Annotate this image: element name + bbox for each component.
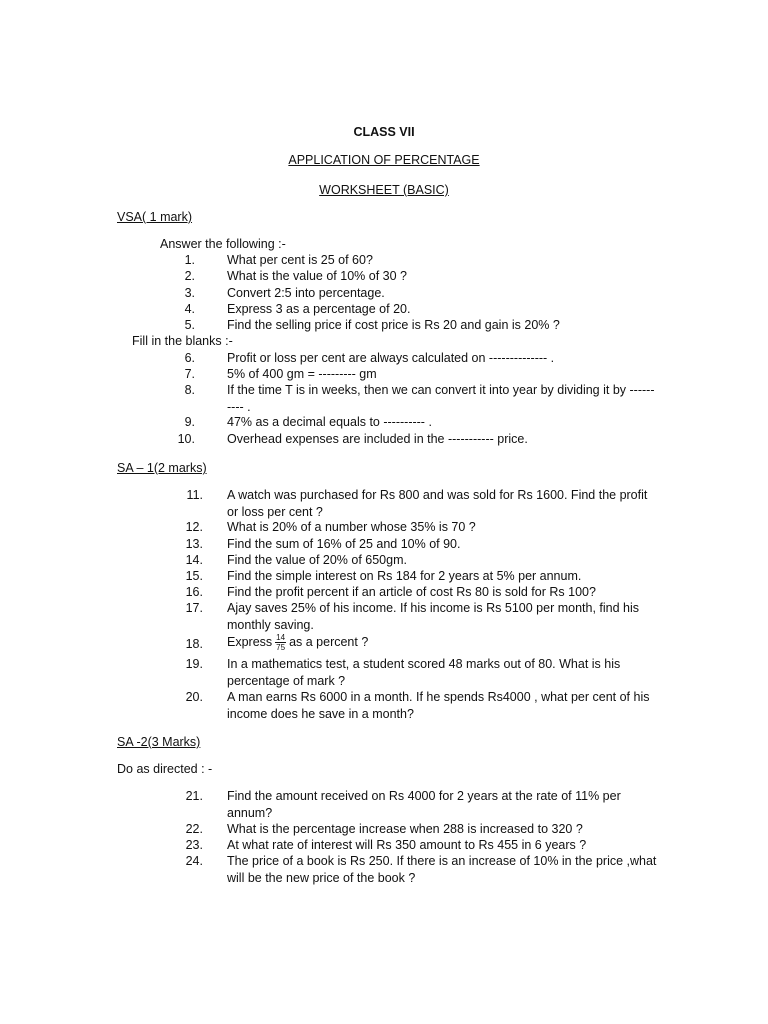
item-number: 24. [185, 854, 203, 868]
fill-blanks-intro: Fill in the blanks :- [132, 334, 233, 348]
topic-title: APPLICATION OF PERCENTAGE [288, 153, 480, 167]
item-number: 11. [186, 488, 203, 502]
sa1-heading: SA – 1(2 marks) [117, 461, 207, 475]
express-label: Express [227, 635, 273, 649]
item-number: 12. [185, 520, 203, 534]
item-number: 18. [185, 637, 203, 651]
item-number: 16. [185, 585, 203, 599]
question-text: At what rate of interest will Rs 350 amount to Rs 455 in 6 years ? [227, 838, 587, 852]
question-text: Convert 2:5 into percentage. [227, 286, 385, 300]
item-number: 2. [184, 269, 195, 283]
question-text: A man earns Rs 6000 in a month. If he spends Rs4000 , what per cent of his income does he save in a month? [227, 690, 650, 721]
item-number: 3. [184, 286, 195, 300]
item-number: 21. [185, 789, 203, 803]
vsa-intro: Answer the following :- [160, 237, 286, 251]
item-number: 19. [185, 657, 203, 671]
worksheet-title: WORKSHEET (BASIC) [319, 183, 449, 197]
fraction [275, 633, 286, 652]
item-number: 15. [185, 569, 203, 583]
question-text: What is the value of 10% of 30 ? [227, 269, 407, 283]
question-text: Ajay saves 25% of his income. If his income is Rs 5100 per month, find his monthly saving. [227, 601, 639, 632]
fraction-numerator: 14 [276, 633, 286, 643]
question-text: What is the percentage increase when 288 is increased to 320 ? [227, 822, 583, 836]
question-text: If the time T is in weeks, then we can convert it into year by dividing it by ---------- . [227, 383, 655, 414]
item-number: 1. [184, 253, 195, 267]
question-text: What is 20% of a number whose 35% is 70 ? [227, 520, 476, 534]
item-number: 23. [185, 838, 203, 852]
sa2-intro: Do as directed : - [117, 762, 213, 776]
item-number: 8. [184, 383, 195, 397]
question-text: A watch was purchased for Rs 800 and was sold for Rs 1600. Find the profit or loss per cent ? [227, 488, 648, 519]
item-number: 7. [184, 367, 195, 381]
item-number: 14. [185, 553, 203, 567]
question-text [227, 631, 657, 653]
item-number: 4. [184, 302, 195, 316]
question-text: Find the amount received on Rs 4000 for 2 years at the rate of 11% per annum? [227, 789, 621, 820]
percent-label: as a percent ? [289, 635, 369, 649]
item-number: 9. [184, 415, 195, 429]
item-number: 6. [184, 351, 195, 365]
question-text: In a mathematics test, a student scored 48 marks out of 80. What is his percentage of mark ? [227, 657, 621, 688]
vsa-heading: VSA( 1 mark) [117, 210, 193, 224]
question-text: What per cent is 25 of 60? [227, 253, 373, 267]
question-text: Find the profit percent if an article of cost Rs 80 is sold for Rs 100? [227, 585, 596, 599]
question-text: Overhead expenses are included in the ----------- price. [227, 432, 528, 446]
fraction-denominator: 75 [276, 643, 286, 653]
item-number: 10. [177, 432, 195, 446]
question-text: Find the simple interest on Rs 184 for 2 years at 5% per annum. [227, 569, 582, 583]
question-text: Find the selling price if cost price is Rs 20 and gain is 20% ? [227, 318, 560, 332]
item-number: 13. [185, 537, 203, 551]
item-number: 17. [185, 601, 203, 615]
question-text: 5% of 400 gm = --------- gm [227, 367, 377, 381]
question-text: Find the value of 20% of 650gm. [227, 553, 407, 567]
item-number: 5. [184, 318, 195, 332]
class-title: CLASS VII [353, 125, 415, 139]
item-number: 20. [185, 690, 203, 704]
question-text: 47% as a decimal equals to ---------- . [227, 415, 432, 429]
question-text: Find the sum of 16% of 25 and 10% of 90. [227, 537, 461, 551]
question-text: Express 3 as a percentage of 20. [227, 302, 411, 316]
question-text: Profit or loss per cent are always calculated on -------------- . [227, 351, 555, 365]
sa2-heading: SA -2(3 Marks) [117, 735, 201, 749]
question-text: The price of a book is Rs 250. If there is an increase of 10% in the price ,what will be the new price of the book ? [227, 854, 657, 885]
item-number: 22. [185, 822, 203, 836]
